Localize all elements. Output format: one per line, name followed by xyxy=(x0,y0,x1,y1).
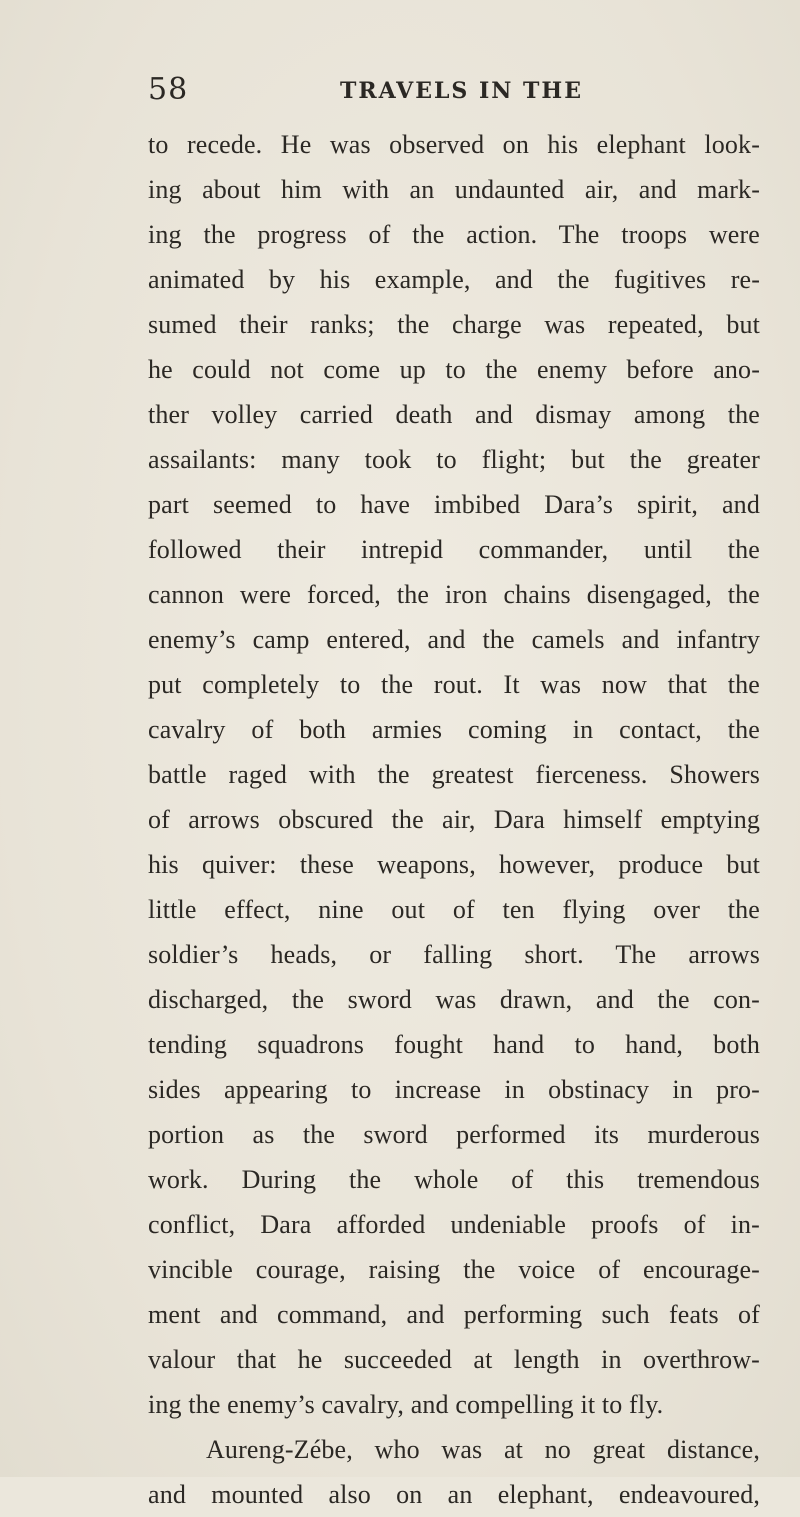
text-line: cavalry of both armies coming in contact, the xyxy=(148,715,760,744)
page-number: 58 xyxy=(148,72,189,107)
text-line: battle raged with the greatest fierceness. Showers xyxy=(148,760,760,789)
text-line: put completely to the rout. It was now that the xyxy=(148,670,760,699)
text-line: work. During the whole of this tremendous xyxy=(148,1165,760,1194)
text-line: sides appearing to increase in obstinacy in pro- xyxy=(148,1075,760,1104)
text-line: ing the progress of the action. The troops were xyxy=(148,220,760,249)
text-line: Aureng-Zébe, who was at no great distance, xyxy=(206,1435,760,1464)
text-line: discharged, the sword was drawn, and the con- xyxy=(148,985,760,1014)
text-line: ment and command, and performing such feats of xyxy=(148,1300,760,1329)
text-line: tending squadrons fought hand to hand, both xyxy=(148,1030,760,1059)
text-line: sumed their ranks; the charge was repeated, but xyxy=(148,310,760,339)
text-line: vincible courage, raising the voice of encourage- xyxy=(148,1255,760,1284)
text-line: valour that he succeeded at length in overthrow- xyxy=(148,1345,760,1374)
text-line: enemy’s camp entered, and the camels and infantry xyxy=(148,625,760,654)
text-line: little effect, nine out of ten flying over the xyxy=(148,895,760,924)
text-line: assailants: many took to flight; but the greater xyxy=(148,445,760,474)
text-line: and mounted also on an elephant, endeavoured, xyxy=(148,1480,760,1509)
text-line: conflict, Dara afforded undeniable proofs of in- xyxy=(148,1210,760,1239)
text-line: followed their intrepid commander, until the xyxy=(148,535,760,564)
running-title: TRAVELS IN THE xyxy=(340,78,583,104)
text-line: ing about him with an undaunted air, and mark- xyxy=(148,175,760,204)
text-line: portion as the sword performed its murderous xyxy=(148,1120,760,1149)
text-line: ing the enemy’s cavalry, and compelling it to fly. xyxy=(148,1390,664,1419)
text-line: he could not come up to the enemy before ano- xyxy=(148,355,760,384)
text-line: part seemed to have imbibed Dara’s spirit, and xyxy=(148,490,760,519)
text-line: of arrows obscured the air, Dara himself emptying xyxy=(148,805,760,834)
text-line: ther volley carried death and dismay among the xyxy=(148,400,760,429)
text-line: to recede. He was observed on his elephant look- xyxy=(148,130,760,159)
text-line: cannon were forced, the iron chains disengaged, the xyxy=(148,580,760,609)
running-head xyxy=(148,72,748,112)
text-line: animated by his example, and the fugitives re- xyxy=(148,265,760,294)
text-line: his quiver: these weapons, however, produce but xyxy=(148,850,760,879)
body-text xyxy=(148,122,760,1517)
text-line: soldier’s heads, or falling short. The arrows xyxy=(148,940,760,969)
